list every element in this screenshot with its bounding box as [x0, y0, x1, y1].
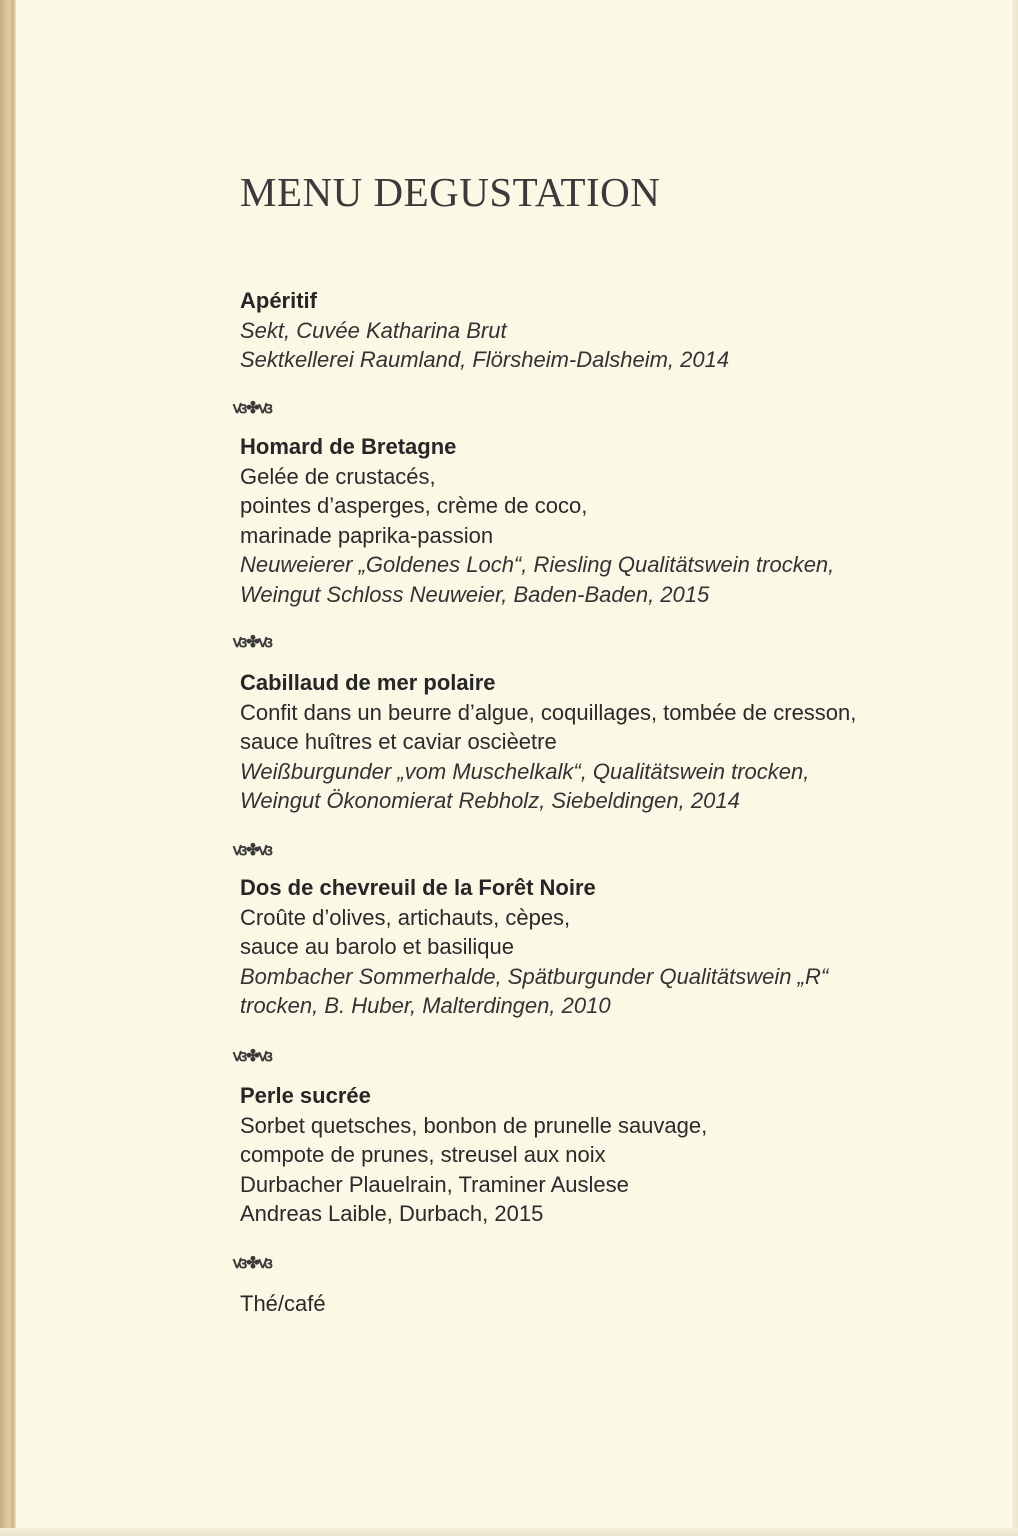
closing-text: Thé/café	[240, 1291, 326, 1316]
wine-line: Neuweierer „Goldenes Loch“, Riesling Qualitätswein trocken,	[240, 552, 835, 577]
wine-line: Sekt, Cuvée Katharina Brut	[240, 317, 507, 343]
course-heading: Perle sucrée	[240, 1083, 371, 1108]
wine-line: Bombacher Sommerhalde, Spätburgunder Qualitätswein „R“	[240, 963, 829, 989]
wine-line: Sektkellerei Raumland, Flörsheim-Dalsheim, 2014	[240, 347, 730, 372]
wine-line: trocken, B. Huber, Malterdingen, 2010	[240, 993, 611, 1018]
section-divider-ornament: ꟃ✤ꟃ	[233, 1046, 272, 1065]
description-line: Durbacher Plauelrain, Traminer Auslese	[240, 1171, 629, 1197]
description-line: sauce huîtres et caviar oscièetre	[240, 729, 557, 754]
course-heading: Apéritif	[240, 288, 317, 313]
description-line: sauce au barolo et basilique	[240, 934, 514, 959]
course-cabillaud	[240, 668, 980, 816]
description-line: Croûte d’olives, artichauts, cèpes,	[240, 904, 571, 930]
menu-binding-edge	[0, 0, 16, 1536]
description-line: Andreas Laible, Durbach, 2015	[240, 1201, 544, 1226]
section-divider-ornament: ꟃ✤ꟃ	[233, 1253, 272, 1272]
description-line: marinade paprika-passion	[240, 522, 494, 548]
page-edge-right	[1012, 0, 1018, 1536]
description-line: Confit dans un beurre d’algue, coquillages, tombée de cresson,	[240, 699, 857, 725]
menu-title: MENU DEGUSTATION	[240, 169, 661, 215]
section-divider-ornament: ꟃ✤ꟃ	[233, 632, 272, 651]
section-divider-ornament: ꟃ✤ꟃ	[233, 398, 272, 417]
description-line: Sorbet quetsches, bonbon de prunelle sauvage,	[240, 1112, 708, 1138]
course-heading: Cabillaud de mer polaire	[240, 670, 496, 695]
course-chevreuil	[240, 873, 980, 1021]
course-homard	[240, 432, 980, 609]
page-edge-bottom	[0, 1528, 1018, 1536]
course-perle-sucree	[240, 1081, 980, 1229]
section-divider-ornament: ꟃ✤ꟃ	[233, 840, 272, 859]
course-heading: Homard de Bretagne	[240, 434, 457, 459]
description-line: Gelée de crustacés,	[240, 463, 436, 489]
course-aperitif	[240, 286, 980, 375]
wine-line: Weißburgunder „vom Muschelkalk“, Qualitätswein trocken,	[240, 758, 810, 784]
wine-line: Weingut Ökonomierat Rebholz, Siebeldingen, 2014	[240, 788, 740, 813]
description-line: pointes d’asperges, crème de coco,	[240, 493, 588, 518]
description-line: compote de prunes, streusel aux noix	[240, 1142, 606, 1167]
wine-line: Weingut Schloss Neuweier, Baden-Baden, 2015	[240, 581, 710, 607]
course-heading: Dos de chevreuil de la Forêt Noire	[240, 875, 596, 900]
closing-line	[240, 1289, 980, 1319]
